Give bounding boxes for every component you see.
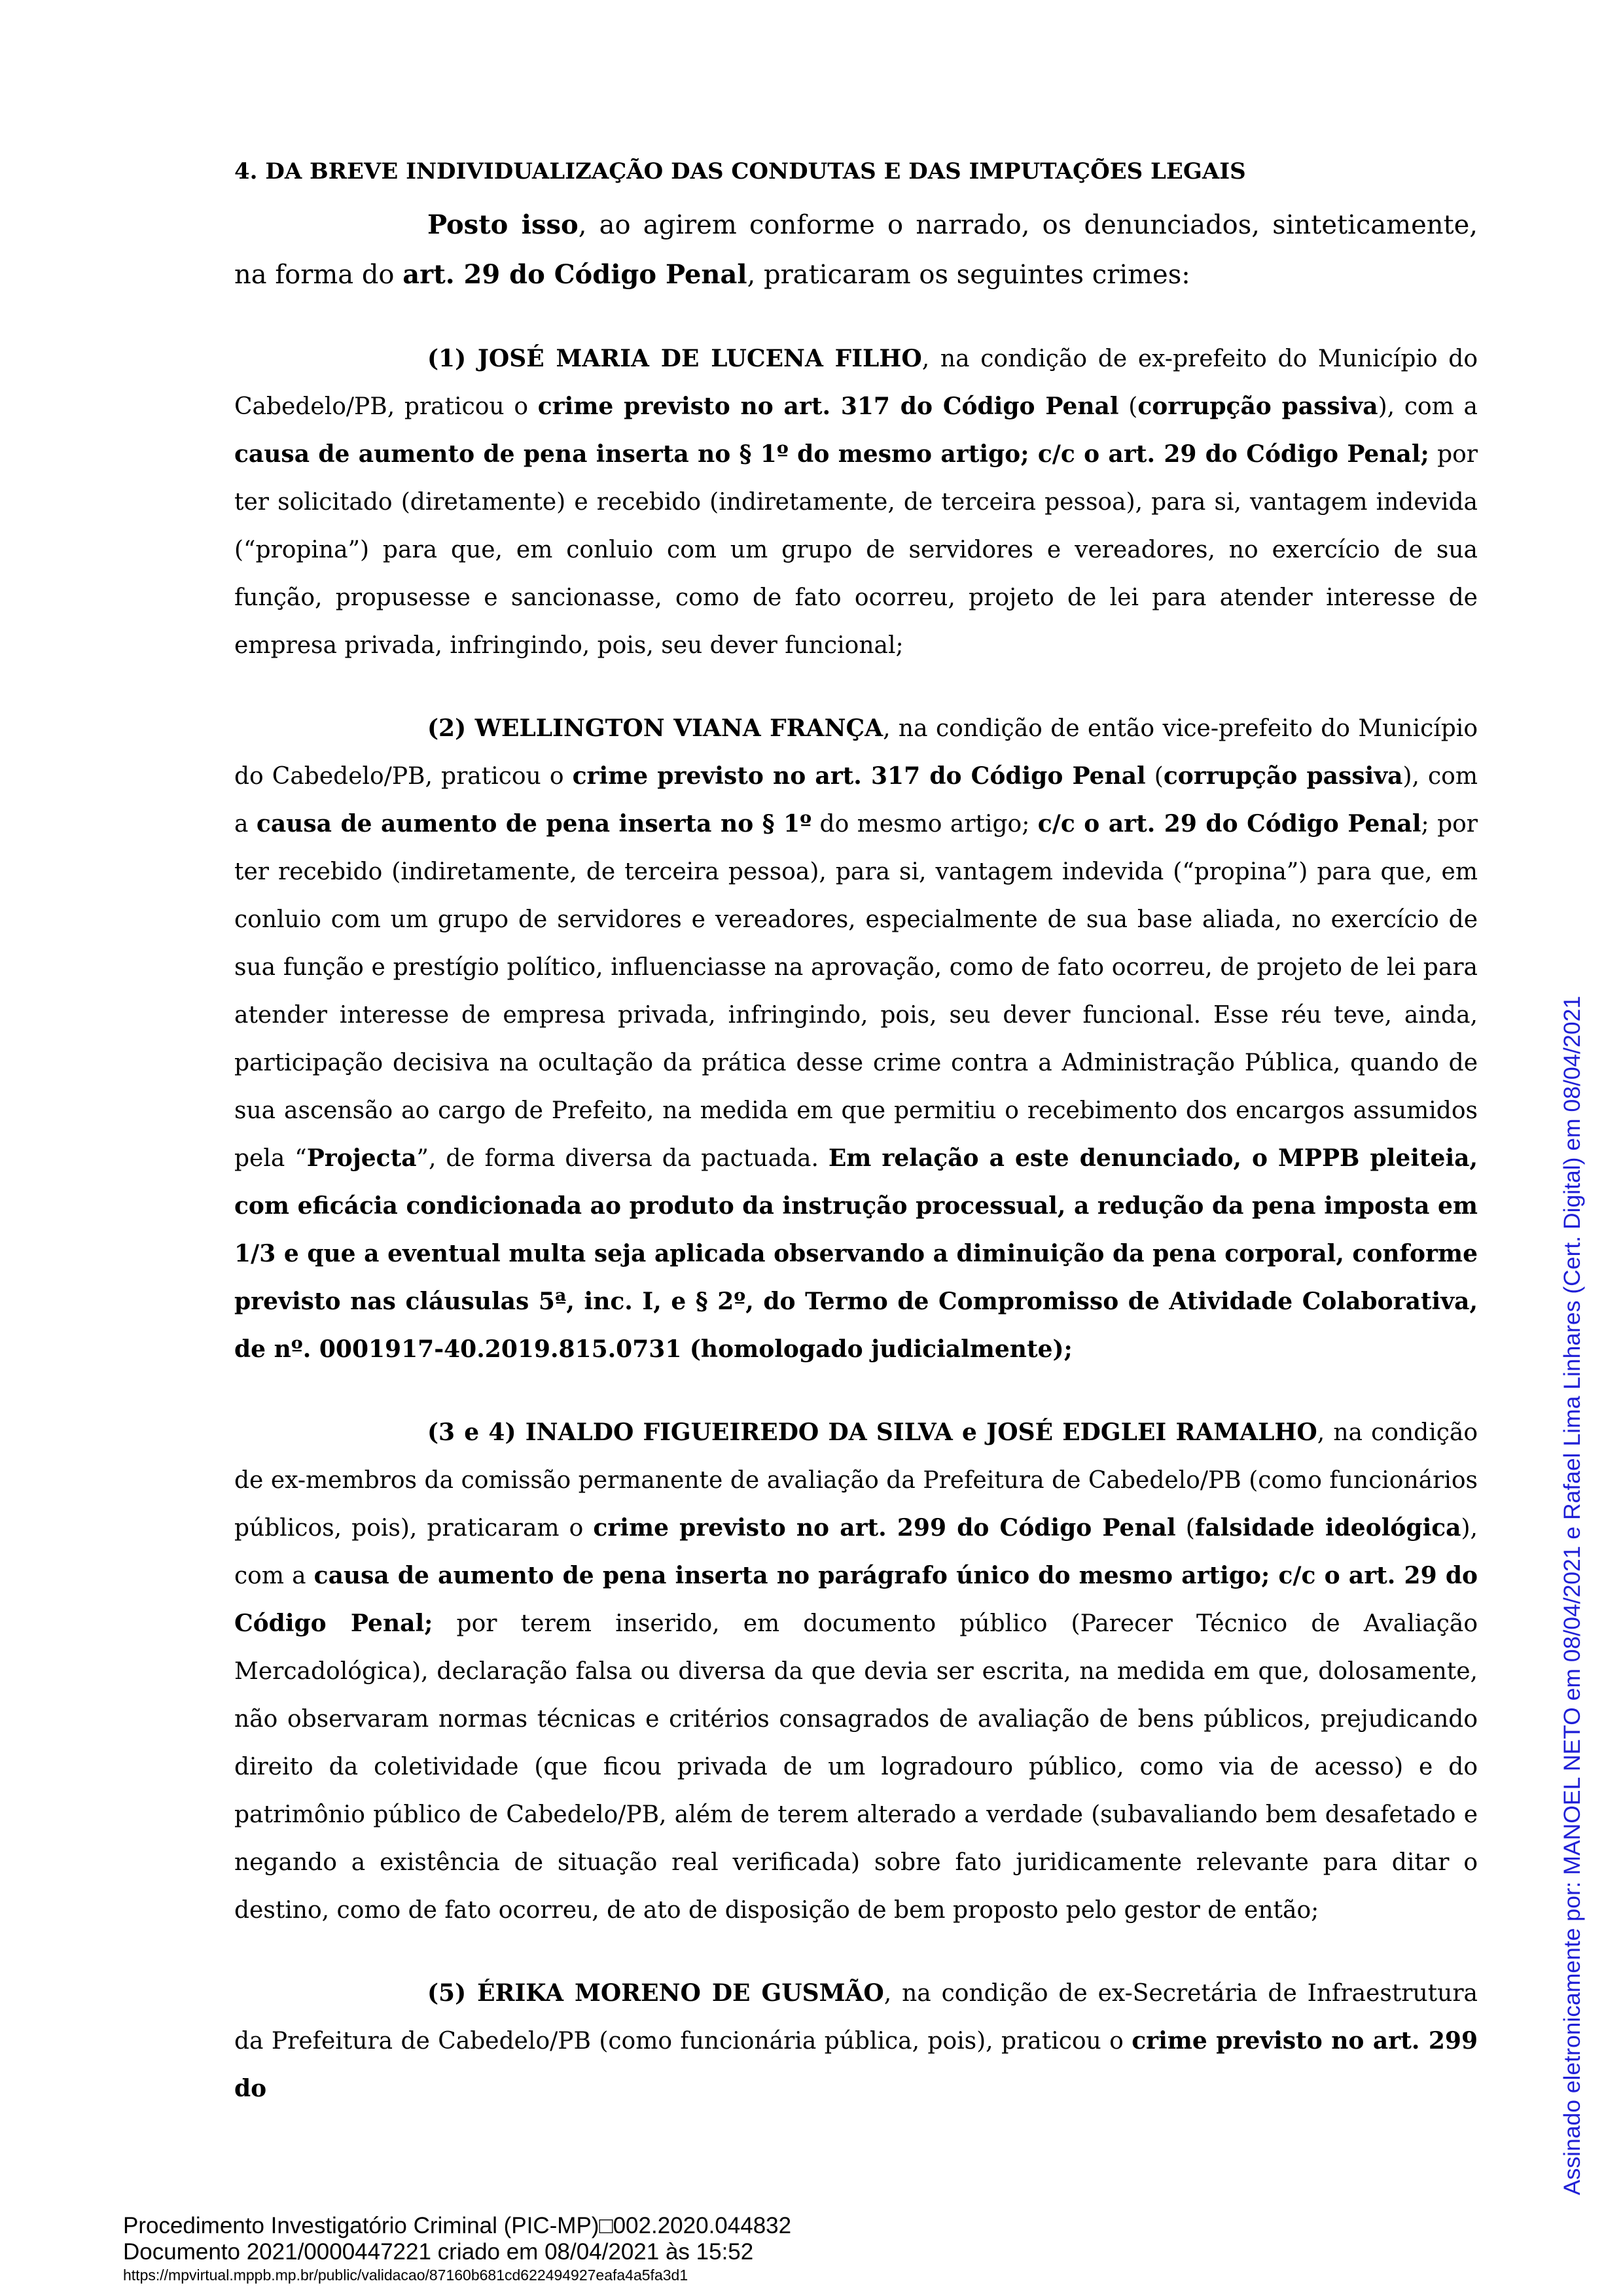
item-2-text-2: ( <box>1145 763 1164 790</box>
item-5-paragraph <box>234 1969 1478 2113</box>
item-3-bold-2: falsidade ideológica <box>1194 1514 1461 1542</box>
spacer <box>234 300 1478 335</box>
item-2-name: (2) WELLINGTON VIANA FRANÇA <box>427 715 883 742</box>
item-2-bold-3: causa de aumento de pena inserta no § 1º <box>256 810 812 838</box>
item-2-bold-4: c/c o art. 29 do Código Penal <box>1037 810 1421 838</box>
item-2-bold-1: crime previsto no art. 317 do Código Penal <box>572 762 1146 790</box>
item-2-bold-2: corrupção passiva <box>1163 762 1403 790</box>
item-2-paragraph <box>234 705 1478 1373</box>
item-1-text-2: ( <box>1118 393 1138 420</box>
item-2-text-3: ), com a <box>234 763 1478 838</box>
section-title: 4. DA BREVE INDIVIDUALIZAÇÃO DAS CONDUTAS E DAS IMPUTAÇÕES LEGAIS <box>234 158 1246 185</box>
item-1-name: (1) JOSÉ MARIA DE LUCENA FILHO <box>427 345 922 372</box>
intro-paragraph <box>234 200 1478 300</box>
footer-document-id: Documento 2021/0000447221 criado em 08/04/2021 às 15:52 <box>123 2239 754 2265</box>
item-1-bold-2: corrupção passiva <box>1137 393 1378 420</box>
item-3-text-1: , na condição de ex-membros da comissão permanente de avaliação da Prefeitura de Cabedelo/PB (como funcionários públicos, pois), praticaram o <box>234 1419 1478 1542</box>
item-2-bold-6: Em relação a este denunciado, o MPPB pleiteia, com eficácia condicionada ao produto da instrução processual, a redução da pena imposta em 1/3 e que a eventual multa seja aplicada observando a diminuição da pena corporal, conforme previsto nas cláusulas 5ª, inc. I, e § 2º, do Termo de Compromisso de Atividade Colaborativa, de nº. 0001917-40.2019.815.0731 (homologado judicialmente); <box>234 1144 1478 1363</box>
intro-lead: Posto isso <box>427 209 579 240</box>
item-5-text-1: , na condição de ex-Secretária de Infraestrutura da Prefeitura de Cabedelo/PB (como funcionária pública, pois), praticou o <box>234 1980 1478 2055</box>
spacer <box>234 669 1478 705</box>
item-1-text-1: , na condição de ex-prefeito do Município do Cabedelo/PB, praticou o <box>234 345 1478 420</box>
item-2-bold-5: Projecta <box>306 1144 417 1172</box>
item-1-paragraph <box>234 335 1478 669</box>
intro-text-1: , ao agirem conforme o narrado, os denunciados, sinteticamente, na forma do <box>234 210 1478 290</box>
intro-bold-2: art. 29 do Código Penal <box>402 259 747 290</box>
item-1-text-3: ), com a <box>1378 393 1478 420</box>
digital-signature-stamp: Assinado eletronicamente por: MANOEL NETO em 08/04/2021 e Rafael Lima Linhares (Cert. Digital) em 08/04/2021 <box>1559 995 1585 2195</box>
intro-text-2: , praticaram os seguintes crimes: <box>747 260 1190 290</box>
item-5-bold-1: crime previsto no art. 299 do <box>234 2027 1478 2102</box>
item-3-bold-1: crime previsto no art. 299 do Código Penal <box>593 1514 1176 1542</box>
spacer <box>234 1934 1478 1969</box>
footer-validation-link[interactable]: https://mpvirtual.mppb.mp.br/public/validacao/87160b681cd622494927eafa4a5fa3d1 <box>123 2267 688 2284</box>
item-3-name-2: JOSÉ EDGLEI RAMALHO <box>986 1419 1317 1446</box>
item-2-text-6: ”, de forma diversa da pactuada. <box>416 1145 829 1172</box>
item-2-text-1: , na condição de então vice-prefeito do Município do Cabedelo/PB, praticou o <box>234 715 1478 790</box>
footer-procedure: Procedimento Investigatório Criminal (PIC-MP)□002.2020.044832 <box>123 2213 792 2238</box>
item-1-bold-1: crime previsto no art. 317 do Código Penal <box>537 393 1119 420</box>
item-5-name: (5) ÉRIKA MORENO DE GUSMÃO <box>427 1979 884 2007</box>
document-footer <box>123 2213 791 2285</box>
document-body <box>234 152 1478 2113</box>
item-3-text-2: ( <box>1175 1515 1195 1542</box>
item-3-text-4: por terem inserido, em documento público (Parecer Técnico de Avaliação Mercadológica), declaração falsa ou diversa da que devia ser escrita, na medida em que, dolosamente, não observaram normas técnicas e critérios consagrados de avaliação de bens públicos, prejudicando direito da coletividade (que ficou privada de um logradouro público, como via de acesso) e do patrimônio público de Cabedelo/PB, além de terem alterado a verdade (subavaliando bem desafetado e negando a existência de situação real verificada) sobre fato juridicamente relevante para ditar o destino, como de fato ocorreu, de ato de disposição de bem proposto pelo gestor de então; <box>234 1610 1478 1924</box>
item-1-text-4: por ter solicitado (diretamente) e recebido (indiretamente, de terceira pessoa), para si, vantagem indevida (“propina”) para que, em conluio com um grupo de servidores e vereadores, no exercício de sua função, propusesse e sancionasse, como de fato ocorreu, projeto de lei para atender interesse de empresa privada, infringindo, pois, seu dever funcional; <box>234 441 1478 659</box>
spacer <box>234 1373 1478 1409</box>
item-2-text-5: ; por ter recebido (indiretamente, de terceira pessoa), para si, vantagem indevida (“propina”) para que, em conluio com um grupo de servidores e vereadores, especialmente de sua base aliada, no exercício de sua função e prestígio político, influenciasse na aprovação, como de fato ocorreu, de projeto de lei para atender interesse de empresa privada, infringindo, pois, seu dever funcional. Esse réu teve, ainda, participação decisiva na ocultação da prática desse crime contra a Administração Pública, quando de sua ascensão ao cargo de Prefeito, na medida em que permitiu o recebimento dos encargos assumidos pela “ <box>234 811 1478 1172</box>
item-1-bold-3: causa de aumento de pena inserta no § 1º do mesmo artigo; c/c o art. 29 do Código Penal; <box>234 440 1429 468</box>
item-3-name-1: (3 e 4) INALDO FIGUEIREDO DA SILVA e <box>427 1419 987 1446</box>
item-3-bold-3: causa de aumento de pena inserta no parágrafo único do mesmo artigo; c/c o art. 29 do Código Penal; <box>234 1562 1478 1637</box>
item-2-text-4: do mesmo artigo; <box>812 811 1038 838</box>
item-3-text-3: ), com a <box>234 1515 1478 1589</box>
item-3-paragraph <box>234 1409 1478 1934</box>
